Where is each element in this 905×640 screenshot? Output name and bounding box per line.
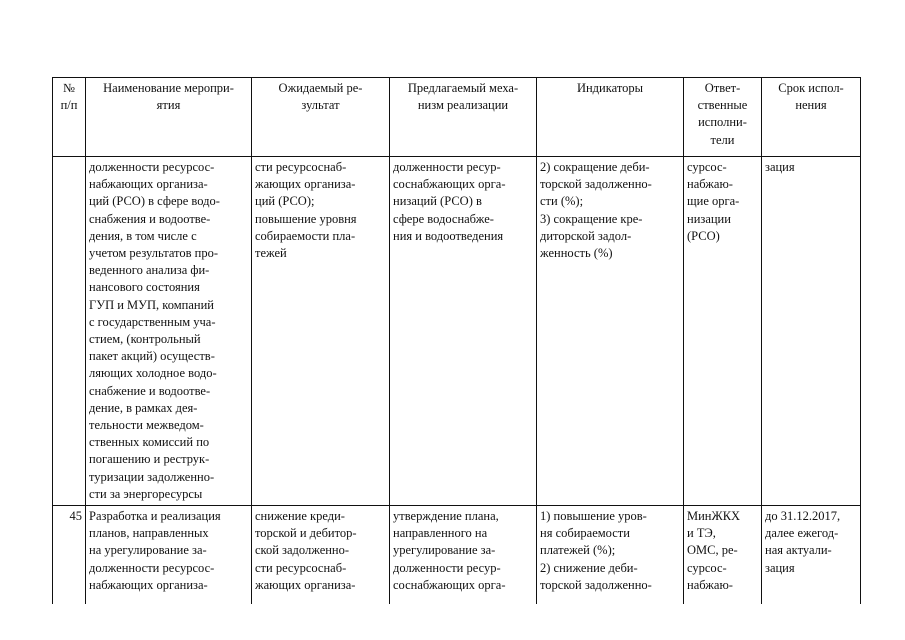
header-number: № п/п [53,78,86,157]
header-mechanism: Предлагаемый меха- низм реализации [390,78,537,157]
measure-name-cell: Разработка и реализация планов, направленных на урегулирование за- долженности ресурсос- набжающих организа- [86,506,252,605]
deadline-cell: зация [762,157,861,506]
header-measure-name: Наименование меропри- ятия [86,78,252,157]
expected-result-cell: сти ресурсоснаб- жающих организа- ций (РСО); повышение уровня собираемости пла- тежей [252,157,390,506]
indicators-cell: 2) сокращение деби- торской задолженно- сти (%); 3) сокращение кре- диторской задол- женность (%) [537,157,684,506]
responsible-cell: сурсос- набжаю- щие орга- низации (РСО) [684,157,762,506]
table-row [53,506,861,605]
mechanism-cell: долженности ресур- соснабжающих орга- низаций (РСО) в сфере водоснабже- ния и водоотведения [390,157,537,506]
mechanism-cell: утверждение плана, направленного на урегулирование за- долженности ресур- соснабжающих орга- [390,506,537,605]
row-number: 45 [53,506,86,605]
header-responsible: Ответ- ственные исполни- тели [684,78,762,157]
header-deadline: Срок испол- нения [762,78,861,157]
indicators-cell: 1) повышение уров- ня собираемости платежей (%); 2) снижение деби- торской задолженно- [537,506,684,605]
expected-result-cell: снижение креди- торской и дебитор- ской задолженно- сти ресурсоснаб- жающих организа- [252,506,390,605]
deadline-cell: до 31.12.2017, далее ежегод- ная актуали- зация [762,506,861,605]
header-expected-result: Ожидаемый ре- зультат [252,78,390,157]
measures-table [52,77,861,604]
table-header-row [53,78,861,157]
header-indicators: Индикаторы [537,78,684,157]
row-number [53,157,86,506]
measure-name-cell: долженности ресурсос- набжающих организа- ций (РСО) в сфере водо- снабжения и водоотве- дения, в том числе с учетом результатов про- веденного анализа фи- нансового состояния ГУП и МУП, компаний с государственным уча- стием, (контрольный пакет акций) осуществ- ляющих холодное водо- снабжение и водоотве- дение, в рамках дея- тельности межведом- ственных комиссий по погашению и реструк- туризации задолженно- сти за энергоресурсы [86,157,252,506]
table-row [53,157,861,506]
responsible-cell: МинЖКХ и ТЭ, ОМС, ре- сурсос- набжаю- [684,506,762,605]
